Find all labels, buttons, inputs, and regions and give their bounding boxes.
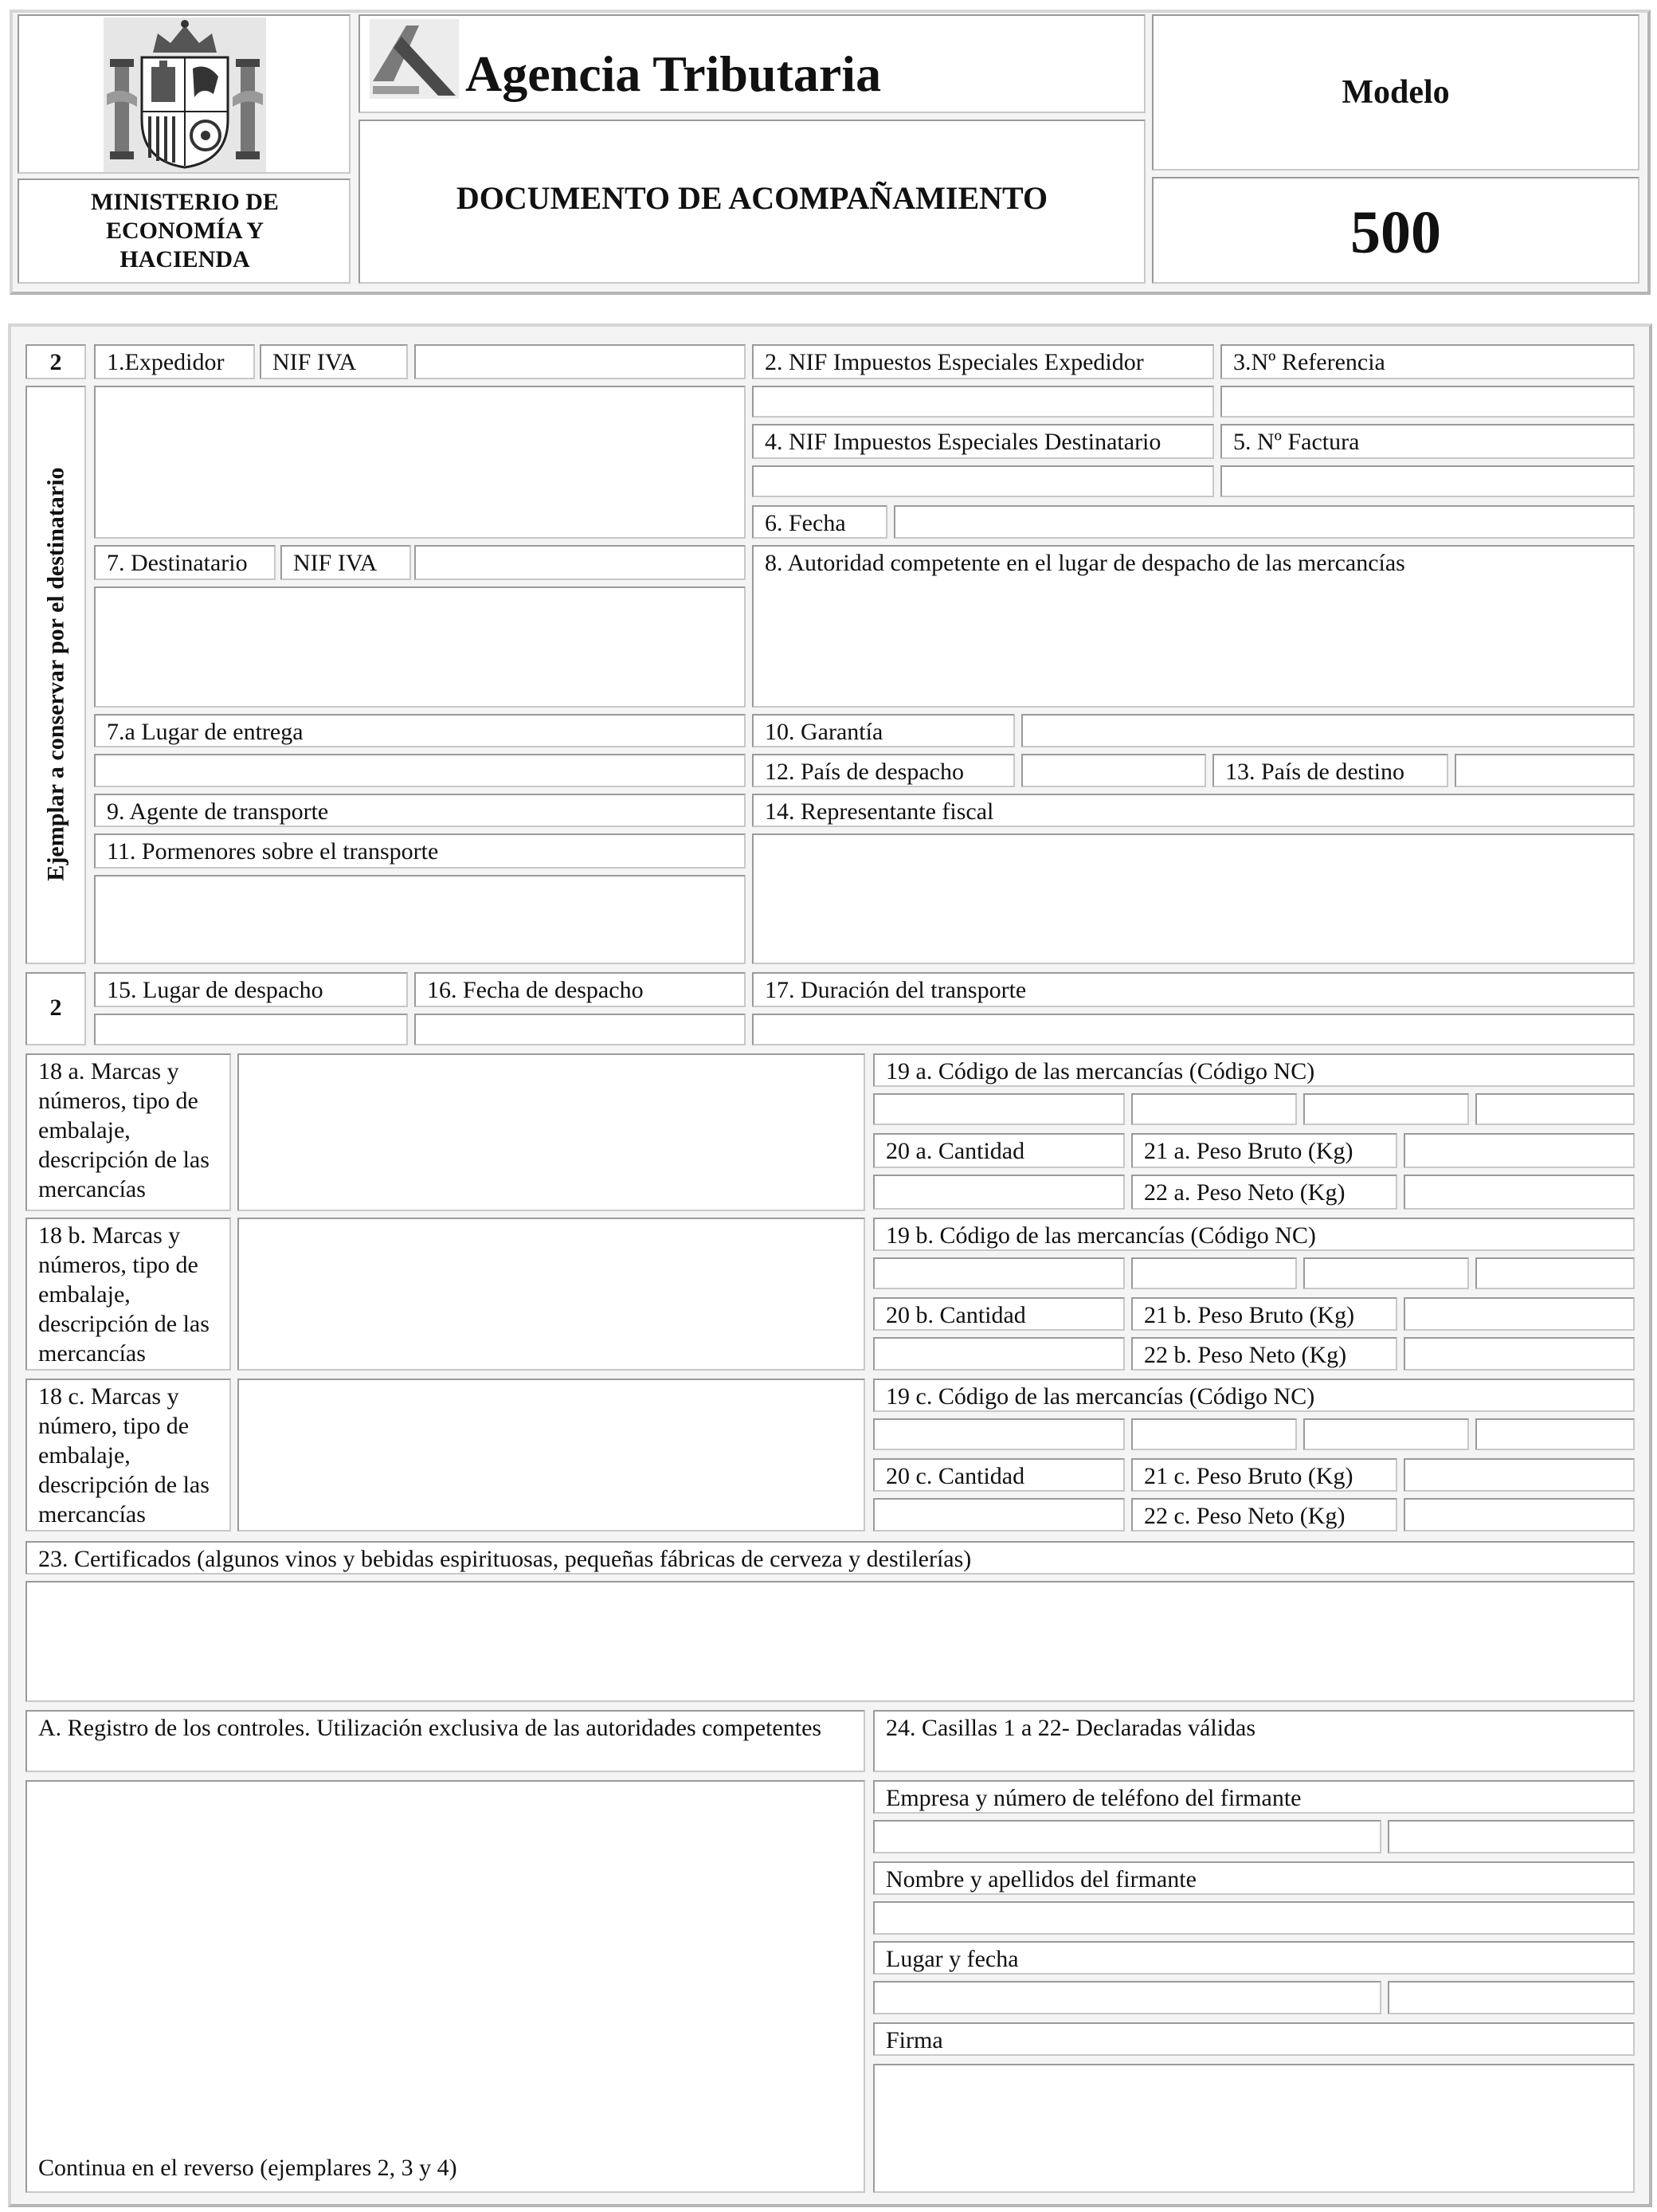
copy-number-mid: 2 [49,994,62,1021]
label-nombre: Nombre y apellidos del firmante [886,1866,1197,1892]
box-10-label [752,714,1015,747]
copy-number-mid-cell [25,972,86,1045]
box-13-label [1212,754,1448,787]
title-cell [358,120,1146,284]
codigo-b-field-3[interactable] [1303,1257,1469,1289]
nif-ie-destinatario-field[interactable] [752,465,1214,497]
label-1: 1.Expedidor [107,349,225,375]
ministry-name: MINISTERIO DE ECONOMÍA Y HACIENDA [91,189,279,273]
label-4: 4. NIF Impuestos Especiales Destinatario [765,429,1161,455]
ministry-cell [18,178,351,284]
label-18c: 18 c. Marcas y número, tipo de embalaje, descripción de las mercancías [38,1383,210,1528]
referencia-field[interactable] [1220,386,1635,418]
label-nif-iva-1: NIF IVA [272,349,357,375]
label-21c: 21 c. Peso Bruto (Kg) [1144,1463,1353,1489]
codigo-c-field-1[interactable] [873,1418,1125,1450]
label-7a: 7.a Lugar de entrega [107,719,304,745]
expedidor-field[interactable] [94,386,746,539]
label-18b: 18 b. Marcas y números, tipo de embalaje, descripción de las mercancías [38,1222,210,1367]
factura-field[interactable] [1220,465,1635,497]
label-9: 9. Agente de transporte [107,798,329,825]
label-17: 17. Duración del transporte [765,977,1027,1003]
certificados-field[interactable] [25,1581,1635,1702]
codigo-b-field-2[interactable] [1131,1257,1297,1289]
codigo-c-field-4[interactable] [1475,1418,1635,1450]
box-6-label [752,505,887,539]
box-3-label [1220,344,1635,379]
fecha-field[interactable] [894,505,1635,539]
agency-cell [358,14,1146,113]
cantidad-c-field[interactable] [873,1498,1125,1532]
label-8: 8. Autoridad competente en el lugar de despacho de las mercancías [765,550,1405,576]
codigo-c-field-2[interactable] [1131,1418,1297,1450]
box-9[interactable] [94,794,746,827]
vertical-label-cell [25,386,86,964]
firma-field[interactable] [873,2064,1635,2193]
expedidor-nif-field[interactable] [414,344,746,379]
fecha-despacho-field[interactable] [414,1014,746,1045]
box-19a-label [873,1053,1635,1087]
box-18b-label [25,1218,231,1371]
box-17-label [752,972,1635,1007]
box-21c-label [1131,1458,1397,1492]
registro-controles-field[interactable] [25,1780,865,2193]
representante-fiscal-field[interactable] [752,833,1635,964]
label-6: 6. Fecha [765,510,846,536]
copy-number: 2 [49,349,62,375]
box-19b-label [873,1218,1635,1251]
label-20c: 20 c. Cantidad [886,1463,1025,1489]
lugar-field[interactable] [873,1981,1381,2014]
label-22b: 22 b. Peso Neto (Kg) [1144,1342,1347,1368]
box-12-label [752,754,1015,787]
label-20a: 20 a. Cantidad [886,1138,1025,1164]
label-21b: 21 b. Peso Bruto (Kg) [1144,1302,1355,1328]
codigo-a-field-3[interactable] [1303,1093,1469,1125]
box-23-label [25,1541,1635,1575]
lugar-entrega-field[interactable] [94,754,746,787]
label-2: 2. NIF Impuestos Especiales Expedidor [765,349,1144,375]
cantidad-a-field[interactable] [873,1175,1125,1210]
nombre-label-cell [873,1861,1635,1895]
codigo-c-field-3[interactable] [1303,1418,1469,1450]
modelo-number: 500 [1350,199,1441,266]
box-15-label [94,972,408,1007]
label-22c: 22 c. Peso Neto (Kg) [1144,1503,1346,1529]
box-7a-label [94,714,746,747]
box-2-label [752,344,1214,379]
continua-note: Continua en el reverso (ejemplares 2, 3 y 4) [38,2155,457,2181]
box-1-label [94,344,255,379]
codigo-a-field-1[interactable] [873,1093,1125,1125]
label-19b: 19 b. Código de las mercancías (Código NC) [886,1222,1316,1249]
codigo-a-field-4[interactable] [1475,1093,1635,1125]
label-A: A. Registro de los controles. Utilización exclusiva de las autoridades competentes [38,1715,822,1741]
modelo-number-cell [1152,177,1639,284]
agency-logo-icon [370,19,459,99]
label-20b: 20 b. Cantidad [886,1302,1026,1328]
box-18c-label [25,1379,231,1532]
marcas-a-field[interactable] [237,1053,865,1211]
label-13: 13. País de destino [1225,759,1404,785]
coat-of-arms-cell [18,14,351,174]
lugar-fecha-label-cell [873,1941,1635,1975]
box-7-label [94,545,276,580]
label-empresa: Empresa y número de teléfono del firmante [886,1785,1302,1811]
box-20c-label [873,1458,1125,1492]
codigo-a-field-2[interactable] [1131,1093,1297,1125]
nif-ie-expedidor-field[interactable] [752,386,1214,418]
cantidad-b-field[interactable] [873,1337,1125,1371]
codigo-b-field-4[interactable] [1475,1257,1635,1289]
label-16: 16. Fecha de despacho [427,977,644,1003]
vertical-copy-label: Ejemplar a conservar por el destinatario [42,467,69,881]
label-firma: Firma [886,2027,943,2053]
agency-name: Agencia Tributaria [465,45,882,102]
label-14: 14. Representante fiscal [765,798,994,825]
label-21a: 21 a. Peso Bruto (Kg) [1144,1138,1353,1164]
pais-despacho-field[interactable] [1021,754,1206,787]
peso-neto-b-field[interactable] [1404,1337,1635,1371]
empresa-label-cell [873,1780,1635,1814]
label-24: 24. Casillas 1 a 22- Declaradas válidas [886,1715,1256,1741]
copy-number-top [25,344,86,379]
empresa-field[interactable] [873,1820,1381,1853]
box-21a-label [1131,1133,1397,1168]
label-12: 12. País de despacho [765,759,964,785]
box-4-label [752,424,1214,459]
coat-of-arms-icon [104,18,266,172]
box-16-label [414,972,746,1007]
firma-label-cell [873,2022,1635,2056]
box-7-nif-label [280,545,411,580]
label-3: 3.Nº Referencia [1233,349,1385,375]
peso-neto-c-field[interactable] [1404,1498,1635,1532]
box-22b-label [1131,1337,1397,1371]
modelo-label: Modelo [1342,74,1450,111]
box-18a-label [25,1053,231,1211]
box-11-label [94,833,746,869]
label-lugar-fecha: Lugar y fecha [886,1946,1019,1972]
box-5-label [1220,424,1635,459]
label-7: 7. Destinatario [107,550,248,576]
box-21b-label [1131,1297,1397,1331]
document-title: DOCUMENTO DE ACOMPAÑAMIENTO [456,180,1048,216]
marcas-c-field[interactable] [237,1379,865,1532]
pormenores-transporte-field[interactable] [94,875,746,964]
peso-neto-a-field[interactable] [1404,1175,1635,1210]
destinatario-field[interactable] [94,586,746,708]
box-22c-label [1131,1498,1397,1532]
modelo-label-cell [1152,14,1639,171]
label-5: 5. Nº Factura [1233,429,1360,455]
box-19c-label [873,1379,1635,1412]
box-1-nif-label [260,344,408,379]
duracion-transporte-field[interactable] [752,1014,1635,1045]
peso-bruto-a-field[interactable] [1404,1133,1635,1168]
box-20a-label [873,1133,1125,1168]
marcas-b-field[interactable] [237,1218,865,1371]
label-nif-iva-7: NIF IVA [293,550,378,576]
telefono-field[interactable] [1388,1820,1635,1853]
label-18a: 18 a. Marcas y números, tipo de embalaje, descripción de las mercancías [38,1058,210,1202]
pais-destino-field[interactable] [1455,754,1635,787]
box-14-label [752,794,1635,827]
box-A-label [25,1710,865,1772]
codigo-b-field-1[interactable] [873,1257,1125,1289]
destinatario-nif-field[interactable] [414,545,746,580]
label-10: 10. Garantía [765,719,883,745]
garantia-field[interactable] [1021,714,1635,747]
label-23: 23. Certificados (algunos vinos y bebidas espirituosas, pequeñas fábricas de cerveza y destilerías) [38,1546,972,1572]
label-19c: 19 c. Código de las mercancías (Código NC) [886,1383,1315,1410]
peso-bruto-b-field[interactable] [1404,1297,1635,1331]
box-22a-label [1131,1175,1397,1210]
label-19a: 19 a. Código de las mercancías (Código NC) [886,1058,1315,1084]
label-22a: 22 a. Peso Neto (Kg) [1144,1179,1346,1206]
nombre-field[interactable] [873,1901,1635,1935]
lugar-despacho-field[interactable] [94,1014,408,1045]
fecha-firma-field[interactable] [1388,1981,1635,2014]
label-11: 11. Pormenores sobre el transporte [107,838,439,865]
box-24-label [873,1710,1635,1772]
box-20b-label [873,1297,1125,1331]
peso-bruto-c-field[interactable] [1404,1458,1635,1492]
box-8[interactable] [752,545,1635,708]
label-15: 15. Lugar de despacho [107,977,323,1003]
